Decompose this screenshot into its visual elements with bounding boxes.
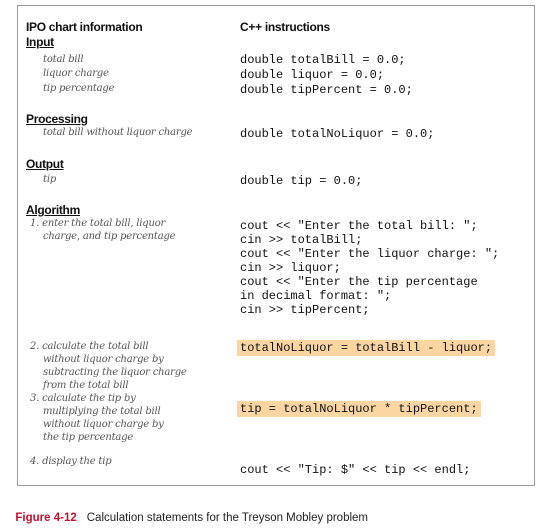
cpp-instructions-header: C++ instructions xyxy=(240,20,330,34)
algorithm-step-3-line-2: multiplying the total bill xyxy=(43,406,161,417)
code-cin-liquor: cin >> liquor; xyxy=(240,261,341,275)
output-item-tip: tip xyxy=(43,174,57,185)
ipo-chart-panel xyxy=(17,5,535,486)
input-item-liquor-charge: liquor charge xyxy=(43,68,109,79)
algorithm-section-title: Algorithm xyxy=(26,203,80,217)
algorithm-step-3-line-1: 3. calculate the tip by xyxy=(30,393,136,404)
code-cout-tip-percentage: cout << "Enter the tip percentage xyxy=(240,275,478,289)
algorithm-step-1-line-1: 1. enter the total bill, liquor xyxy=(30,218,166,229)
code-cin-tippercent: cin >> tipPercent; xyxy=(240,303,370,317)
code-declare-liquor: double liquor = 0.0; xyxy=(240,68,385,82)
processing-section-title: Processing xyxy=(26,112,88,126)
algorithm-step-2-line-4: from the total bill xyxy=(43,380,129,391)
algorithm-step-2-line-3: subtracting the liquor charge xyxy=(43,367,187,378)
code-declare-totalnoliquor: double totalNoLiquor = 0.0; xyxy=(240,127,435,141)
algorithm-step-2-line-1: 2. calculate the total bill xyxy=(30,341,149,352)
figure-caption-text: Calculation statements for the Treyson Mobley problem xyxy=(86,512,368,524)
highlighted-statement: totalNoLiquor = totalBill - liquor; xyxy=(237,340,495,356)
output-section-title: Output xyxy=(26,157,64,171)
code-declare-tip: double tip = 0.0; xyxy=(240,174,363,188)
algorithm-step-4: 4. display the tip xyxy=(30,456,112,467)
ipo-chart-header: IPO chart information xyxy=(26,20,143,34)
algorithm-step-3-line-3: without liquor charge by xyxy=(43,419,164,430)
code-calc-tip xyxy=(240,403,481,417)
code-cout-liquor-charge: cout << "Enter the liquor charge: "; xyxy=(240,247,500,261)
code-cin-totalbill: cin >> totalBill; xyxy=(240,233,363,247)
code-cout-tip: cout << "Tip: $" << tip << endl; xyxy=(240,463,471,477)
figure-number: Figure 4-12 xyxy=(15,512,77,524)
code-calc-totalnoliquor xyxy=(240,342,495,356)
input-item-total-bill: total bill xyxy=(43,54,84,65)
code-cout-total-bill: cout << "Enter the total bill: "; xyxy=(240,219,478,233)
code-cout-decimal-format: in decimal format: "; xyxy=(240,289,392,303)
figure-caption xyxy=(9,500,368,524)
highlighted-statement: tip = totalNoLiquor * tipPercent; xyxy=(237,401,481,417)
input-item-tip-percentage: tip percentage xyxy=(43,83,115,94)
algorithm-step-2-line-2: without liquor charge by xyxy=(43,354,164,365)
input-section-title: Input xyxy=(26,35,54,49)
processing-item: total bill without liquor charge xyxy=(43,127,193,138)
code-declare-tippercent: double tipPercent = 0.0; xyxy=(240,83,413,97)
algorithm-step-3-line-4: the tip percentage xyxy=(43,432,134,443)
algorithm-step-1-line-2: charge, and tip percentage xyxy=(43,231,176,242)
code-declare-totalbill: double totalBill = 0.0; xyxy=(240,53,406,67)
